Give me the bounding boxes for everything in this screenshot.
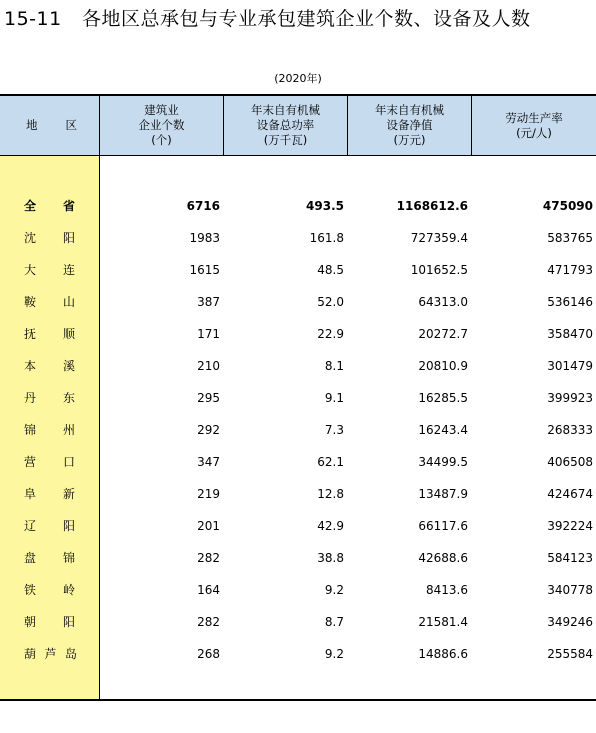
cell-productivity: 424674 — [547, 487, 593, 501]
header-line: 设备总功率 — [256, 118, 315, 132]
region-name-char: 连 — [62, 263, 75, 277]
table-title: 各地区总承包与专业承包建筑企业个数、设备及人数 — [82, 8, 531, 30]
region-name-char: 顺 — [62, 327, 75, 341]
table-row — [0, 510, 596, 542]
cell-power: 42.9 — [317, 519, 344, 533]
region-name-char: 大 — [24, 263, 37, 277]
region-name — [0, 574, 99, 606]
region-name — [0, 478, 99, 510]
cell-productivity: 536146 — [547, 295, 593, 309]
table-row — [0, 414, 596, 446]
table-number: 15-11 — [4, 8, 62, 30]
region-name — [0, 382, 99, 414]
cell-enterprises: 268 — [197, 647, 220, 661]
cell-productivity: 268333 — [547, 423, 593, 437]
table-row — [0, 478, 596, 510]
cell-productivity: 301479 — [547, 359, 593, 373]
region-name-char: 抚 — [24, 327, 37, 341]
cell-enterprises: 387 — [197, 295, 220, 309]
cell-net-value: 42688.6 — [418, 551, 468, 565]
region-name — [0, 190, 99, 222]
region-name-char: 阳 — [62, 231, 75, 245]
region-name-char: 营 — [24, 455, 37, 469]
cell-productivity: 471793 — [547, 263, 593, 277]
region-name-char: 鞍 — [24, 295, 37, 309]
cell-net-value: 14886.6 — [418, 647, 468, 661]
header-region-char: 地 — [26, 118, 38, 132]
region-name — [0, 350, 99, 382]
cell-power: 9.1 — [324, 391, 344, 405]
region-name-char: 阜 — [24, 487, 37, 501]
region-name-char: 东 — [62, 391, 75, 405]
table-row — [0, 286, 596, 318]
cell-net-value: 16285.5 — [418, 391, 468, 405]
region-name-char: 朝 — [24, 615, 37, 629]
cell-enterprises: 210 — [197, 359, 220, 373]
region-name — [0, 638, 99, 670]
header-line: (个) — [151, 133, 172, 147]
region-name — [0, 542, 99, 574]
region-name-char: 岭 — [62, 583, 75, 597]
cell-productivity: 399923 — [547, 391, 593, 405]
region-name-char: 新 — [62, 487, 75, 501]
header-line: 企业个数 — [138, 118, 185, 132]
region-name-char: 口 — [62, 455, 75, 469]
cell-enterprises: 1615 — [189, 263, 220, 277]
region-name — [0, 286, 99, 318]
cell-enterprises: 282 — [197, 615, 220, 629]
cell-power: 12.8 — [317, 487, 344, 501]
cell-power: 8.7 — [324, 615, 344, 629]
cell-enterprises: 295 — [197, 391, 220, 405]
year-note: (2020年) — [274, 72, 322, 85]
cell-enterprises: 282 — [197, 551, 220, 565]
cell-net-value: 21581.4 — [418, 615, 468, 629]
region-name-char: 省 — [62, 199, 75, 213]
region-name — [0, 414, 99, 446]
cell-productivity: 340778 — [547, 583, 593, 597]
region-name-char: 溪 — [62, 359, 75, 373]
cell-net-value: 34499.5 — [418, 455, 468, 469]
cell-net-value: 13487.9 — [418, 487, 468, 501]
region-name-char: 锦 — [62, 551, 75, 565]
region-name-char: 全 — [24, 199, 37, 213]
table-row — [0, 574, 596, 606]
region-name — [0, 606, 99, 638]
statistics-table — [0, 94, 596, 701]
cell-productivity: 406508 — [547, 455, 593, 469]
cell-power: 48.5 — [317, 263, 344, 277]
region-name-char: 州 — [62, 423, 75, 437]
table-row — [0, 446, 596, 478]
cell-net-value: 66117.6 — [418, 519, 468, 533]
header-rule — [0, 155, 596, 156]
cell-enterprises: 201 — [197, 519, 220, 533]
cell-productivity: 349246 — [547, 615, 593, 629]
cell-productivity: 583765 — [547, 231, 593, 245]
cell-power: 62.1 — [317, 455, 344, 469]
region-name-char: 阳 — [62, 615, 75, 629]
cell-enterprises: 1983 — [189, 231, 220, 245]
table-row — [0, 254, 596, 286]
region-name-char: 山 — [62, 295, 75, 309]
region-name-char: 葫 — [24, 647, 37, 661]
cell-productivity: 584123 — [547, 551, 593, 565]
table-row — [0, 606, 596, 638]
header-line: (元/人) — [516, 125, 552, 140]
table-row — [0, 638, 596, 670]
region-name-char: 沈 — [24, 231, 37, 245]
cell-power: 7.3 — [324, 423, 344, 437]
cell-enterprises: 6716 — [186, 199, 220, 213]
cell-net-value: 16243.4 — [418, 423, 468, 437]
cell-net-value: 1168612.6 — [396, 199, 468, 213]
cell-productivity: 392224 — [547, 519, 593, 533]
region-name-char: 铁 — [24, 583, 37, 597]
region-name — [0, 318, 99, 350]
header-enterprises — [100, 96, 223, 155]
region-name-char: 芦 — [44, 647, 57, 661]
table-row — [0, 318, 596, 350]
header-productivity — [472, 96, 596, 155]
cell-power: 38.8 — [317, 551, 344, 565]
table-row — [0, 350, 596, 382]
cell-power: 8.1 — [324, 359, 344, 373]
cell-net-value: 727359.4 — [410, 231, 468, 245]
cell-net-value: 8413.6 — [426, 583, 468, 597]
cell-power: 9.2 — [324, 647, 344, 661]
cell-net-value: 20810.9 — [418, 359, 468, 373]
cell-power: 161.8 — [309, 231, 344, 245]
region-name-char: 辽 — [24, 519, 37, 533]
region-name-char: 盘 — [24, 551, 37, 565]
region-name-char: 锦 — [24, 423, 37, 437]
table-row-total — [0, 190, 596, 222]
cell-net-value: 101652.5 — [410, 263, 468, 277]
cell-productivity: 358470 — [547, 327, 593, 341]
region-name-char: 岛 — [64, 647, 77, 661]
region-name — [0, 254, 99, 286]
header-line: 建筑业 — [144, 103, 179, 117]
region-name-char: 丹 — [24, 391, 37, 405]
header-line: (万千瓦) — [263, 133, 308, 147]
header-net-value — [348, 96, 471, 155]
cell-enterprises: 219 — [197, 487, 220, 501]
region-name-char: 本 — [24, 359, 37, 373]
region-name — [0, 510, 99, 542]
header-region — [0, 96, 99, 155]
header-line: (万元) — [393, 133, 426, 147]
cell-net-value: 20272.7 — [418, 327, 468, 341]
cell-enterprises: 164 — [197, 583, 220, 597]
page-title — [0, 6, 596, 32]
cell-power: 22.9 — [317, 327, 344, 341]
cell-productivity: 255584 — [547, 647, 593, 661]
region-name-char: 阳 — [62, 519, 75, 533]
region-name — [0, 222, 99, 254]
cell-productivity: 475090 — [542, 199, 593, 213]
cell-enterprises: 347 — [197, 455, 220, 469]
table-row — [0, 542, 596, 574]
table-row — [0, 222, 596, 254]
cell-enterprises: 171 — [197, 327, 220, 341]
header-line: 设备净值 — [386, 118, 433, 132]
cell-power: 9.2 — [324, 583, 344, 597]
bottom-rule — [0, 699, 596, 701]
table-row — [0, 382, 596, 414]
header-line: 年末自有机械 — [251, 103, 320, 117]
header-line: 劳动生产率 — [505, 110, 563, 125]
header-line: 年末自有机械 — [375, 103, 444, 117]
cell-power: 493.5 — [306, 199, 344, 213]
cell-enterprises: 292 — [197, 423, 220, 437]
cell-power: 52.0 — [317, 295, 344, 309]
header-power — [224, 96, 347, 155]
cell-net-value: 64313.0 — [418, 295, 468, 309]
header-region-char: 区 — [65, 118, 77, 132]
region-name — [0, 446, 99, 478]
